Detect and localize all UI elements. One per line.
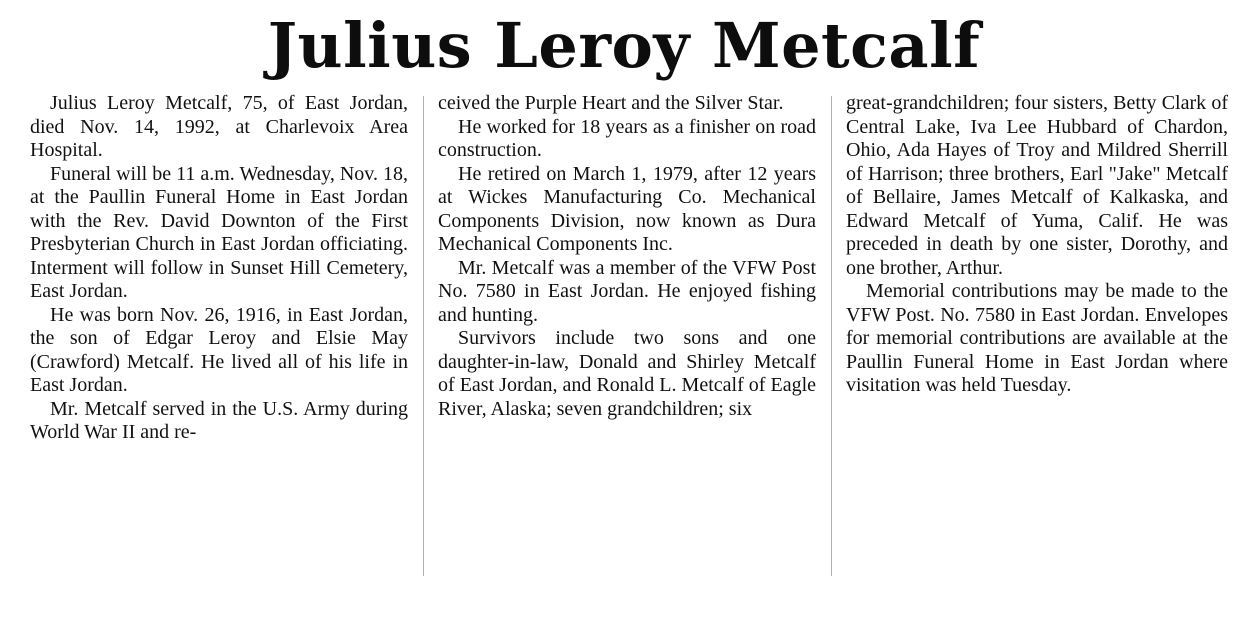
paragraph: He retired on March 1, 1979, after 12 years at Wickes Manufacturing Co. Mechanical Components Division, now known as Dura Mechanical Components Inc.	[438, 162, 816, 255]
paragraph: Memorial contributions may be made to the VFW Post. No. 7580 in East Jordan. Envelopes for memorial contributions are available at the Paullin Funeral Home in East Jordan where visitation was held Tuesday.	[846, 280, 1228, 396]
paragraph: Mr. Metcalf served in the U.S. Army during World War II and re-	[30, 397, 408, 443]
paragraph: He was born Nov. 26, 1916, in East Jordan, the son of Edgar Leroy and Elsie May (Crawford) Metcalf. He lived all of his life in East Jordan.	[30, 303, 408, 396]
obituary-headline: Julius Leroy Metcalf	[267, 9, 981, 82]
text-column-3	[846, 92, 1228, 398]
paragraph: Julius Leroy Metcalf, 75, of East Jordan, died Nov. 14, 1992, at Charlevoix Area Hospital.	[30, 92, 408, 161]
paragraph: Funeral will be 11 a.m. Wednesday, Nov. 18, at the Paullin Funeral Home in East Jordan with the Rev. David Downton of the First Presbyterian Church in East Jordan officiating. Interment will follow in Sunset Hill Cemetery, East Jordan.	[30, 162, 408, 302]
paragraph: He worked for 18 years as a finisher on road construction.	[438, 115, 816, 161]
paragraph: Survivors include two sons and one daughter-in-law, Donald and Shirley Metcalf of East Jordan, and Ronald L. Metcalf of Eagle River, Alaska; seven grandchildren; six	[438, 327, 816, 420]
paragraph: great-grandchildren; four sisters, Betty Clark of Central Lake, Iva Lee Hubbard of Chardon, Ohio, Ada Hayes of Troy and Mildred Sherrill of Harrison; three brothers, Earl "Jake" Metcalf of Bellaire, James Metcalf of Kalkaska, and Edward Metcalf of Yuma, Calif. He was preceded in death by one sister, Dorothy, and one brother, Arthur.	[846, 92, 1228, 279]
text-column-2	[438, 92, 816, 421]
paragraph: ceived the Purple Heart and the Silver Star.	[438, 92, 784, 114]
column-divider	[423, 96, 424, 576]
paragraph: Mr. Metcalf was a member of the VFW Post No. 7580 in East Jordan. He enjoyed fishing and hunting.	[438, 256, 816, 326]
column-divider	[831, 96, 832, 576]
text-column-1	[30, 92, 408, 445]
